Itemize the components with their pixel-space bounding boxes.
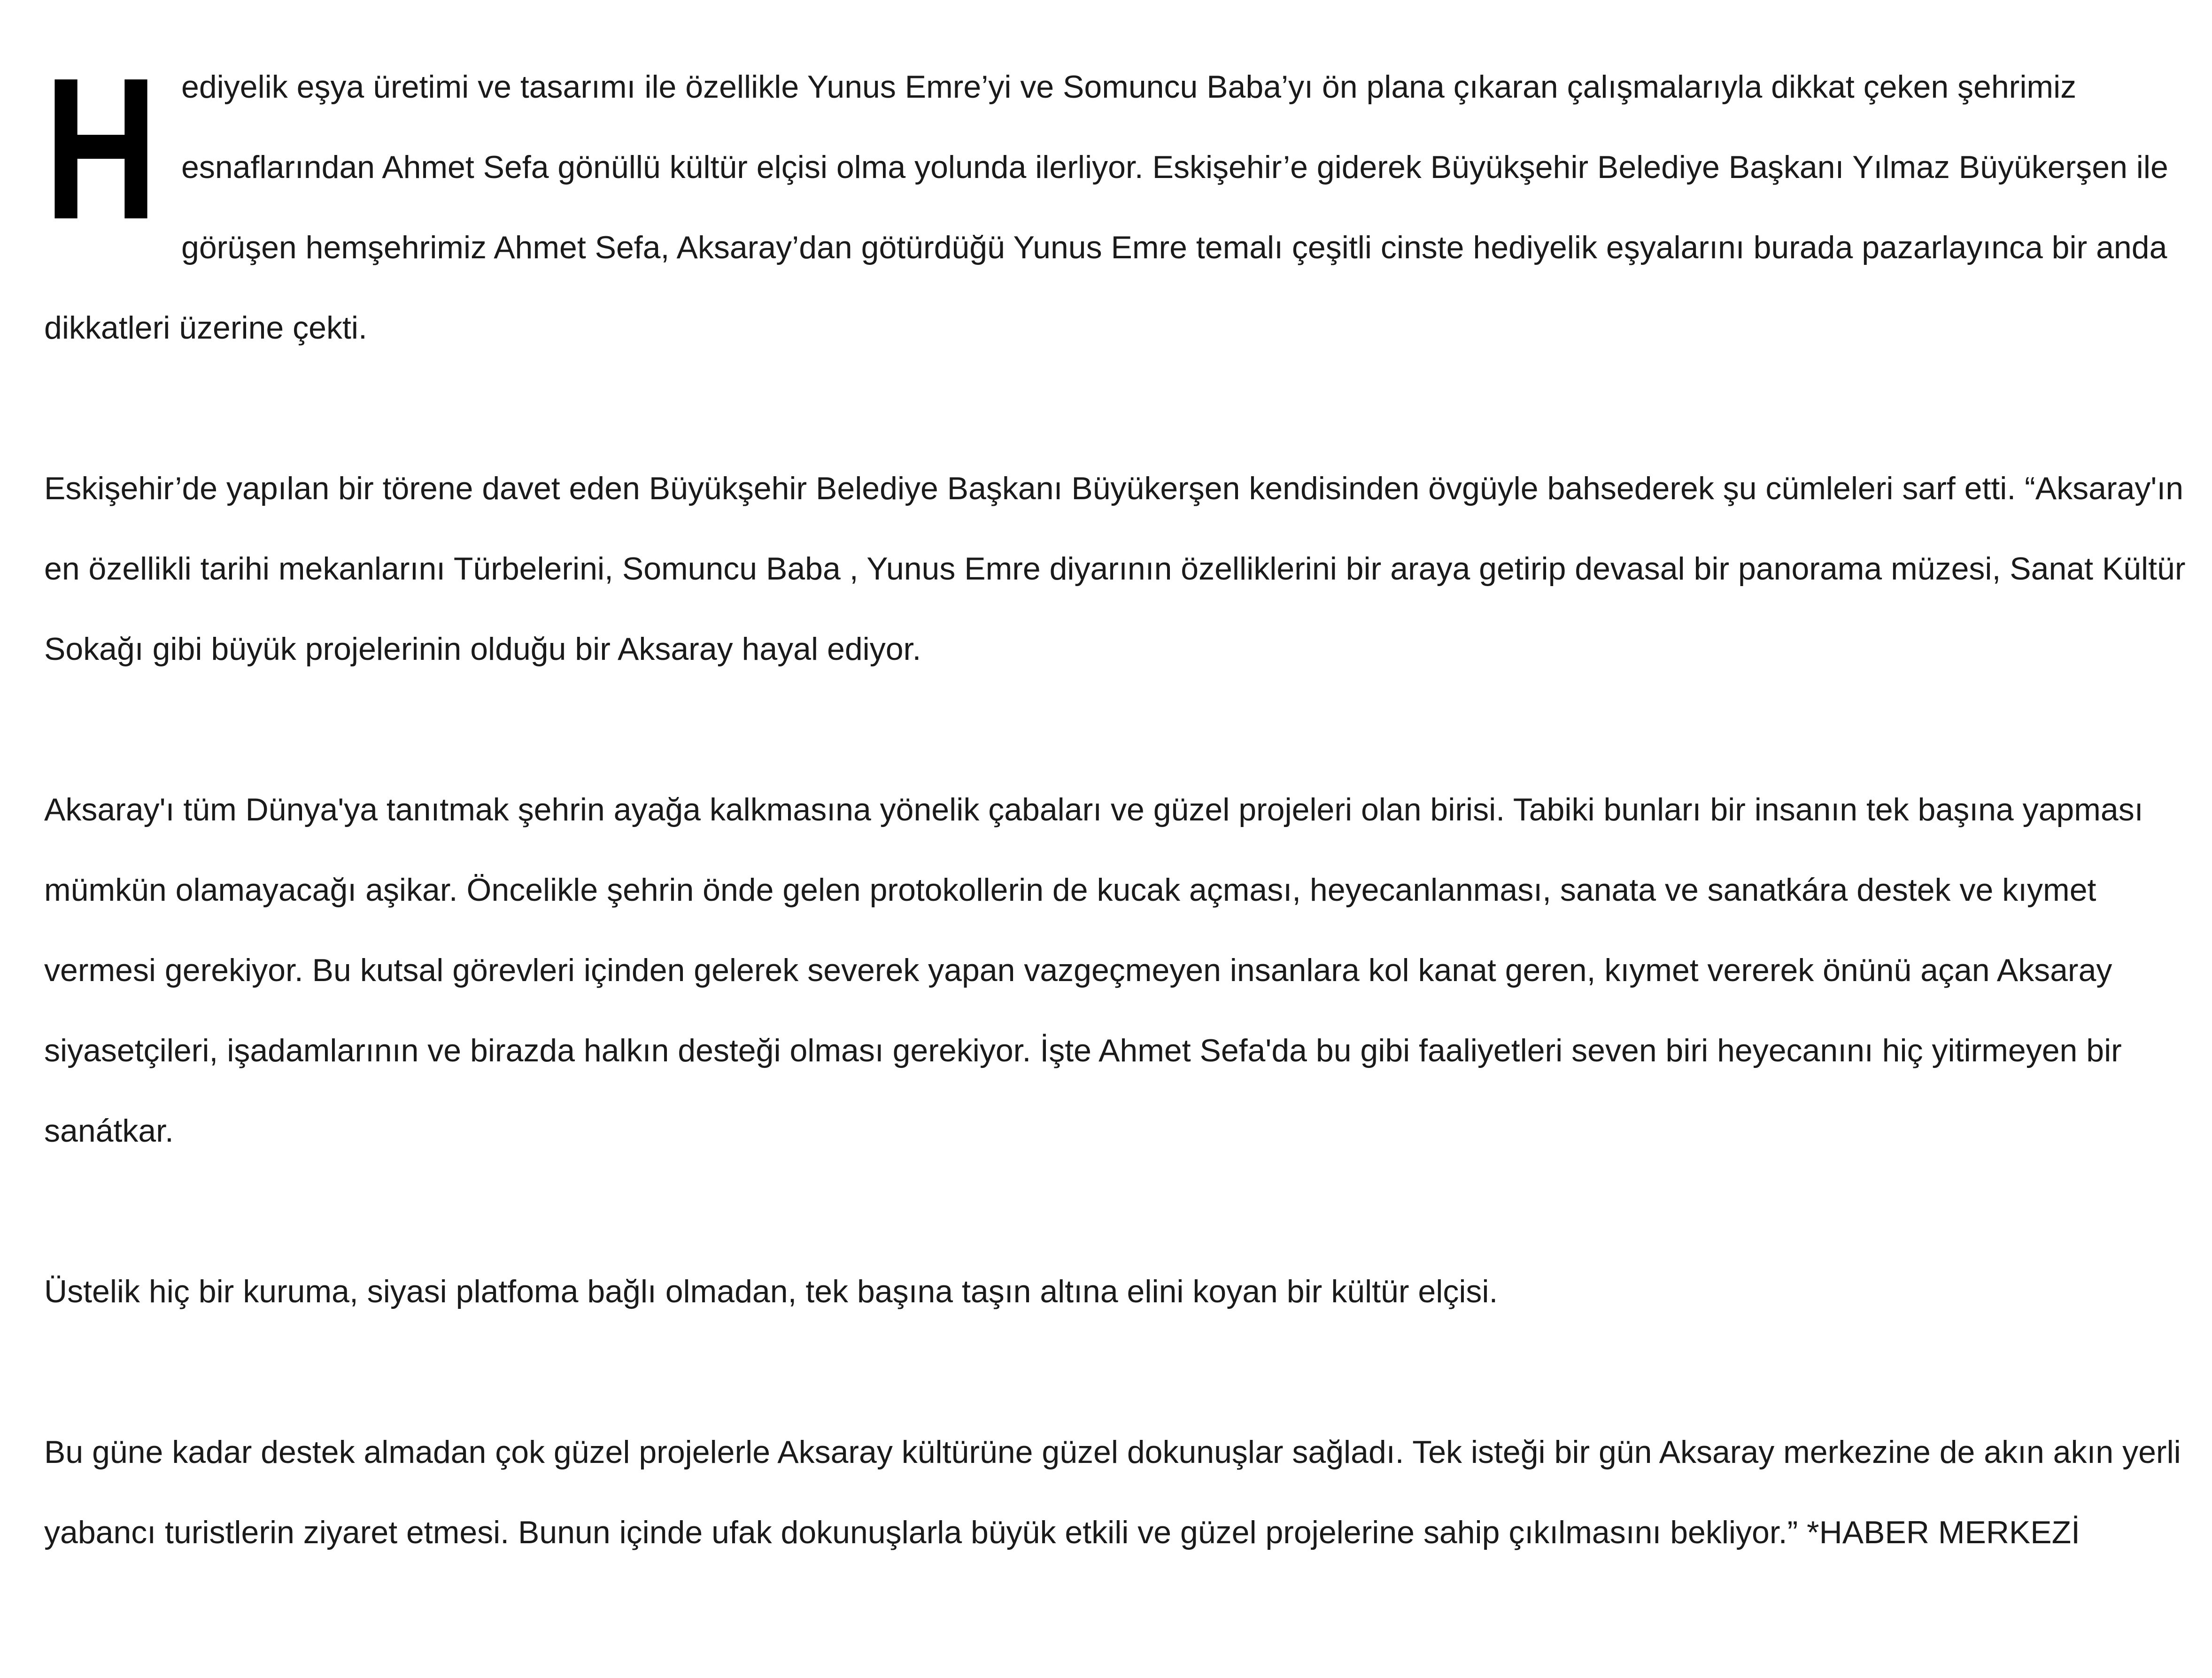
- article-paragraph-2: Eskişehir’de yapılan bir törene davet eden Büyükşehir Belediye Başkanı Büyükerşen kendisinden övgüyle bahsederek şu cümleleri sarf etti. “Aksaray'ın en özellikli tarihi mekanlarını Türbelerini, Somuncu Baba , Yunus Emre diyarının özelliklerini bir araya getirip devasal bir panorama müzesi, Sanat Kültür Sokağı gibi büyük projelerinin olduğu bir Aksaray hayal ediyor.: [44, 471, 2186, 667]
- drop-cap: H: [44, 36, 158, 262]
- article-body: [44, 36, 2186, 1653]
- article-paragraph-3: Aksaray'ı tüm Dünya'ya tanıtmak şehrin ayağa kalkmasına yönelik çabaları ve güzel projeleri olan birisi. Tabiki bunları bir insanın tek başına yapması mümkün olamayacağı aşikar. Öncelikle şehrin önde gelen protokollerin de kucak açması, heyecanlanması, sanata ve sanatkára destek ve kıymet vermesi gerekiyor. Bu kutsal görevleri içinden gelerek severek yapan vazgeçmeyen insanlara kol kanat geren, kıymet vererek önünü açan Aksaray siyasetçileri, işadamlarının ve birazda halkın desteği olması gerekiyor. İşte Ahmet Sefa'da bu gibi faaliyetleri seven biri heyecanını hiç yitirmeyen bir sanátkar.: [44, 792, 2143, 1149]
- article-paragraph-1: [44, 36, 2186, 368]
- paragraph-1-text: ediyelik eşya üretimi ve tasarımı ile özellikle Yunus Emre’yi ve Somuncu Baba’yı ön plana çıkaran çalışmalarıyla dikkat çeken şehrimiz esnaflarından Ahmet Sefa gönüllü kültür elçisi olma yolunda ilerliyor. Eskişehir’e giderek Büyükşehir Belediye Başkanı Yılmaz Büyükerşen ile görüşen hemşehrimiz Ahmet Sefa, Aksaray’dan götürdüğü Yunus Emre temalı çeşitli cinste hediyelik eşyalarını burada pazarlayınca bir anda dikkatleri üzerine çekti.: [44, 69, 2168, 346]
- article-paragraph-5: Bu güne kadar destek almadan çok güzel projelerle Aksaray kültürüne güzel dokunuşlar sağladı. Tek isteği bir gün Aksaray merkezine de akın akın yerli yabancı turistlerin ziyaret etmesi. Bunun içinde ufak dokunuşlarla büyük etkili ve güzel projelerine sahip çıkılmasını bekliyor.” *HABER MERKEZİ: [44, 1434, 2181, 1550]
- article-paragraph-4: Üstelik hiç bir kuruma, siyasi platfoma bağlı olmadan, tek başına taşın altına elini koyan bir kültür elçisi.: [44, 1274, 1498, 1309]
